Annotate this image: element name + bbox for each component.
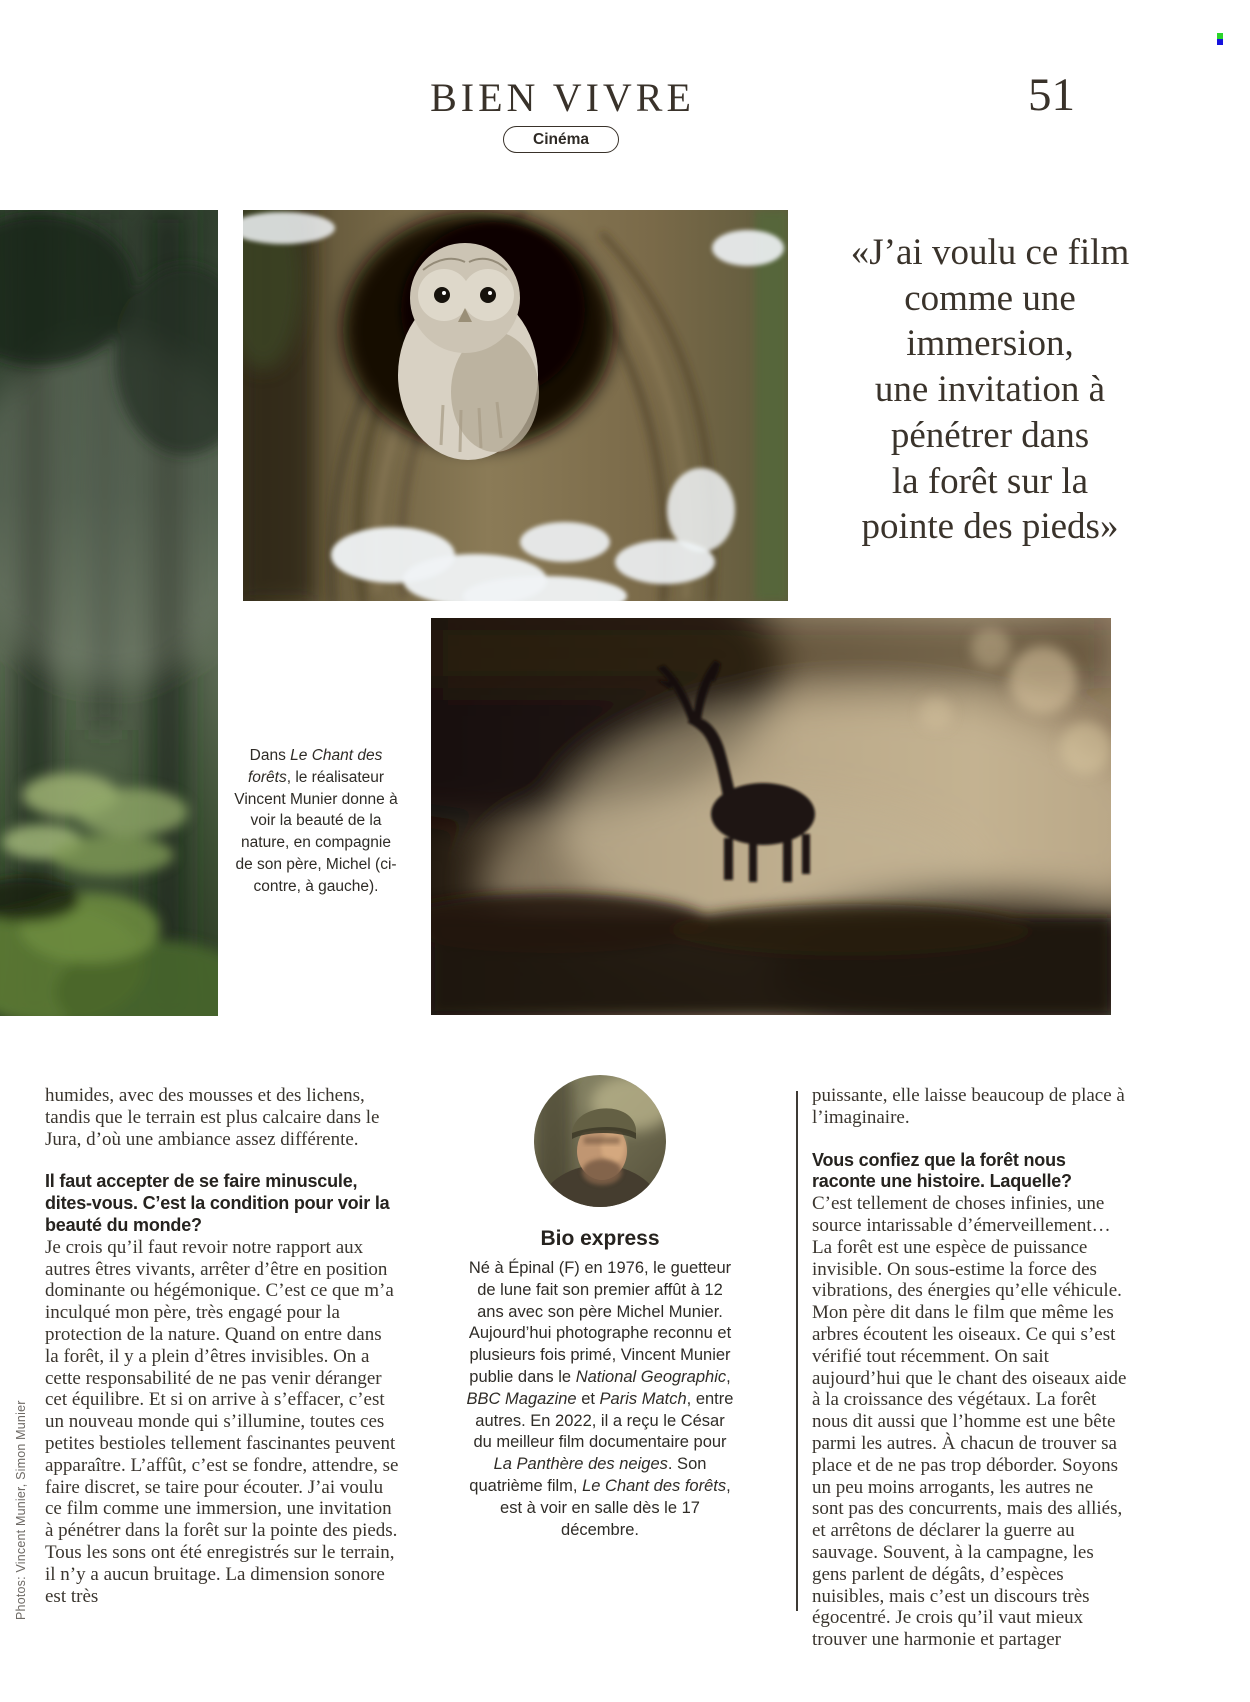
blue-pixel <box>1217 39 1223 45</box>
pull-quote-line: la forêt sur la <box>891 460 1089 502</box>
interview-question: Vous confiez que la forêt nous raconte une histoire. Laquelle? <box>812 1149 1072 1192</box>
bio-film-title: La Panthère des neiges <box>493 1455 668 1474</box>
pull-quote-line: «J’ai voulu ce film <box>850 232 1130 273</box>
owl-photo <box>243 210 788 601</box>
photo-caption <box>231 745 401 898</box>
bio-publication: National Geographic <box>575 1367 727 1386</box>
pull-quote-line: immersion, <box>906 323 1074 365</box>
article-column-left <box>45 1085 399 1607</box>
section-title: BIEN VIVRE <box>430 75 695 120</box>
caption-text: Dans <box>249 747 291 764</box>
bio-film-title: Le Chant des forêts <box>582 1476 727 1495</box>
pull-quote <box>790 230 1190 550</box>
article-column-right <box>812 1085 1128 1651</box>
pull-quote-line: pointe des pieds» <box>861 506 1119 548</box>
page-number: 51 <box>1028 69 1075 121</box>
bio-segment: , <box>726 1367 731 1386</box>
pixel-marker-icon <box>1217 33 1223 45</box>
interview-question: Il faut accepter de se faire minuscule, dites-vous. C’est la condition pour voir la beauté du monde? <box>45 1171 390 1235</box>
article-paragraph: C’est tellement de choses infinies, une source intarissable d’émerveillement… La forêt est une espèce de puissance invisible. On sous-estime la force des vibrations, des énergies qu’elle véhicule. Mon père dit dans le film que même les arbres écoutent les oiseaux. Ce qui s’est vérifié tout récemment. On sait aujourd’hui que le chant des oiseaux aide à la croissance des végétaux. La forêt nous dit aussi que l’homme est une bête parmi les autres. À chacun de trouver sa place et de ne pas trop déborder. Soyons un peu moins arrogants, les autres ne sont pas des concurrents, mais des alliés, et arrêtons de déclarer la guerre au sauvage. Souvent, à la campagne, les gens parlent de dégâts, d’espèces nuisibles, mais c’est un discours très égocentré. Je crois qu’il vaut mieux trouver une harmonie et partager <box>812 1193 1127 1651</box>
caption-text: , le réalisateur Vincent Munier donne à voir la beauté de la nature, en compagnie de son père, Michel (ci-contre, à gauche). <box>234 768 398 895</box>
bio-express-box <box>447 1075 753 1541</box>
forest-photo <box>0 210 218 1016</box>
bio-publication: BBC Magazine <box>466 1389 577 1408</box>
bio-text <box>466 1258 734 1541</box>
article-paragraph: puissante, elle laisse beaucoup de place à l’imaginaire. <box>812 1085 1125 1128</box>
section-tag-badge: Cinéma <box>503 126 619 153</box>
bio-publication: Paris Match <box>599 1389 687 1408</box>
portrait-photo <box>534 1075 666 1207</box>
pull-quote-line: comme une <box>904 277 1076 319</box>
article-paragraph: humides, avec des mousses et des lichens, tandis que le terrain est plus calcaire dans le Jura, d’où une ambiance assez différente. <box>45 1085 380 1150</box>
article-paragraph: Je crois qu’il faut revoir notre rapport aux autres êtres vivants, arrêter d’être en position dominante ou hégémonique. C’est ce que m’a inculqué mon père, très engagé pour la protection de la nature. Quand on entre dans la forêt, il y a plein d’êtres invisibles. On a cette responsabilité de ne pas venir déranger cet équilibre. Et si on arrive à s’effacer, c’est un nouveau monde qui s’illumine, toutes ces petites bestioles tellement fascinantes peuvent apparaître. L’affût, c’est se fondre, attendre, se faire discret, se taire pour écouter. J’ai voulu ce film comme une immersion, une invitation à pénétrer dans la forêt sur la pointe des pieds. Tous les sons ont été enregistrés sur le terrain, il n’y a aucun bruitage. La dimension sonore est très <box>45 1236 399 1607</box>
bio-segment: . Son quatrième film, <box>469 1455 707 1495</box>
bio-segment: et <box>576 1389 600 1408</box>
bio-segment: , est à voir en salle dès le 17 décembre. <box>500 1476 731 1539</box>
column-divider <box>796 1091 798 1611</box>
bio-heading: Bio express <box>540 1227 660 1250</box>
pull-quote-line: pénétrer dans <box>890 414 1090 456</box>
bio-segment: , entre autres. En 2022, il a reçu le César du meilleur film documentaire pour <box>473 1389 734 1452</box>
caption-film-title: Le Chant des forêts <box>247 747 383 786</box>
photo-credit: Photos: Vincent Munier, Simon Munier <box>14 1400 28 1620</box>
bio-segment: Né à Épinal (F) en 1976, le guetteur de lune fait son premier affût à 12 ans avec son père Michel Munier. Aujourd’hui photographe reconnu et plusieurs fois primé, Vincent Munier publie dans le <box>468 1259 732 1386</box>
pull-quote-line: une invitation à <box>874 369 1106 411</box>
deer-photo <box>431 618 1111 1015</box>
